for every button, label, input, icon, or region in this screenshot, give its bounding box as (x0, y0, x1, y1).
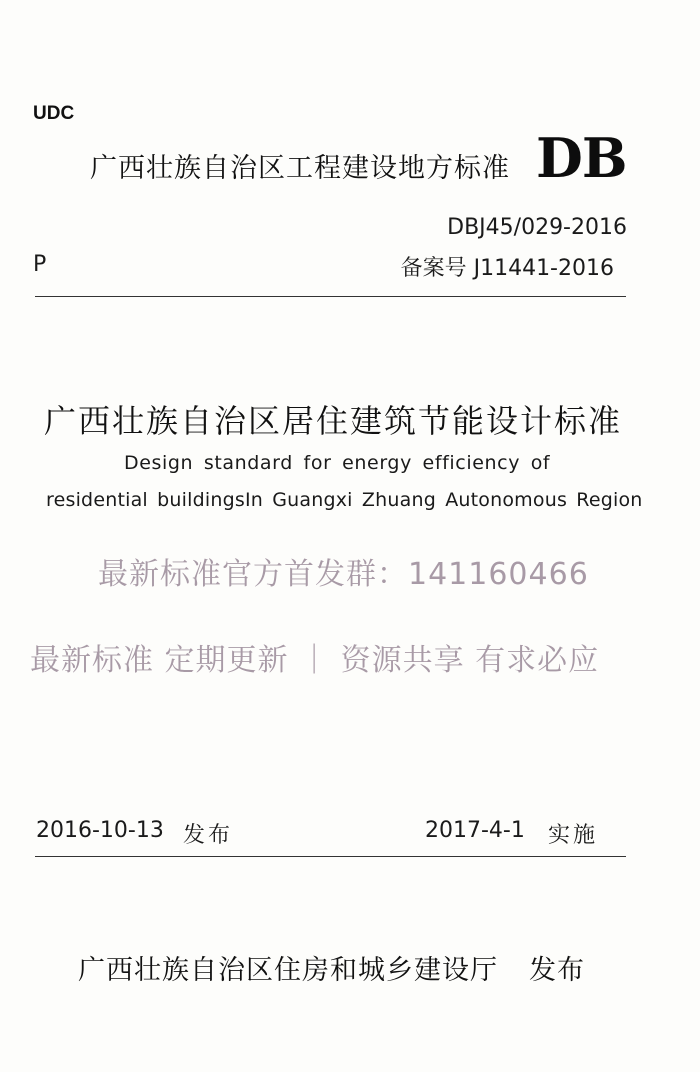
publisher-suffix: 发布 (529, 955, 585, 986)
publisher-name: 广西壮族自治区住房和城乡建设厅 (78, 955, 498, 986)
watermark-line2: 最新标准 定期更新 ｜ 资源共享 有求必应 (30, 643, 600, 678)
classification-code: P (33, 252, 47, 277)
title-chinese: 广西壮族自治区居住建筑节能设计标准 (44, 402, 623, 440)
top-divider (35, 296, 626, 297)
watermark-line1: 最新标准官方首发群：141160466 (98, 557, 589, 592)
issue-label: 发布 (183, 823, 234, 848)
udc-label: UDC (33, 103, 75, 124)
implementation-date: 2017-4-1 (425, 818, 525, 843)
implementation-label: 实施 (548, 823, 599, 848)
bottom-divider (35, 856, 626, 857)
title-english-line1: Design standard for energy efficiency of (124, 452, 551, 474)
title-english-line2: residential buildingsIn Guangxi Zhuang Autonomous Region (46, 489, 643, 511)
db-mark: DB (536, 126, 627, 190)
issue-date: 2016-10-13 (36, 818, 164, 843)
record-number: 备案号 J11441-2016 (400, 256, 614, 281)
standard-number: DBJ45/029-2016 (447, 215, 627, 240)
standard-category: 广西壮族自治区工程建设地方标准 (90, 153, 510, 184)
